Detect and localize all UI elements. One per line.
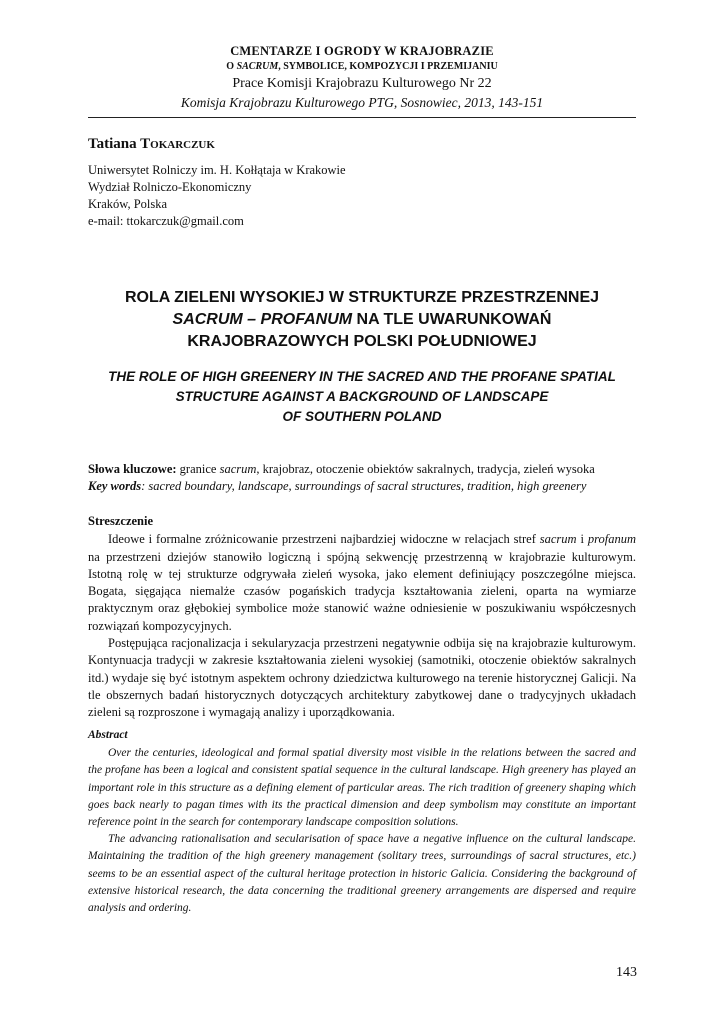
text-run: na przestrzeni dziejów stanowiło logiczną i spójną sekwencję przestrzenną w krajobrazie kulturowym. Istotną rolę w tej strukturze odgrywała zieleń wysoka, jako element definiujący poszczególne miejsca. Bogata, sięgająca niemalże czasów pogańskich tradycja kształtowania zieleni, oparta na wymiarze praktycznym oraz głębokiej symbolice może stanowić ważne odniesienie w poszukiwaniu współczesnych rozwiązań kompozycyjnych.: [88, 549, 636, 633]
keywords-pl-pre: granice: [176, 462, 220, 476]
abstract-heading: Abstract: [88, 729, 128, 741]
author-last-rest: okarczuk: [150, 136, 215, 152]
affiliation-line: Uniwersytet Rolniczy im. H. Kołłątaja w Krakowie: [88, 163, 346, 177]
title-english: [88, 367, 636, 427]
title-pl-rest: NA TLE UWARUNKOWAŃ: [352, 311, 552, 328]
author-name: [88, 136, 215, 153]
header-rule: [88, 117, 636, 118]
subtitle-suffix: , SYMBOLICE, KOMPOZYCJI I PRZEMIJANIU: [278, 61, 498, 72]
journal-volume: Prace Komisji Krajobrazu Kulturowego Nr 22: [232, 76, 492, 91]
keywords-pl-rest: , krajobraz, otoczenie obiektów sakralnych, tradycja, zieleń wysoka: [256, 462, 595, 476]
keywords-block: [88, 461, 636, 495]
streszczenie-paragraph: Postępująca racjonalizacja i sekularyzacja przestrzeni negatywnie odbija się na krajobrazie kulturowym. Kontynuacja tradycji w zakresie kształtowania zieleni wysokiej (samotniki, otoczenie obiektów sakralnych itd.) wydaje się być istotnym aspektem ochrony dziedzictwa kulturowego na terenie historycznej Galicji. Na tle obszernych badań historycznych dotyczących architektury zabytkowej dane o tradycyjnych układach zieleni są rozproszone i wymagają analizy i uporządkowania.: [88, 636, 636, 720]
title-en-line: THE ROLE OF HIGH GREENERY IN THE SACRED AND THE PROFANE SPATIAL: [108, 369, 616, 384]
title-polish: [88, 287, 636, 353]
series-subtitle: [88, 60, 636, 74]
keywords-pl-label: Słowa kluczowe:: [88, 462, 177, 476]
title-en-line: OF SOUTHERN POLAND: [282, 409, 442, 424]
streszczenie-heading: Streszczenie: [88, 514, 154, 528]
text-italic: sacrum: [539, 532, 577, 547]
streszczenie-section: [88, 513, 636, 722]
series-title: CMENTARZE I OGRODY W KRAJOBRAZIE: [230, 44, 494, 58]
text-italic: profanum: [587, 532, 636, 547]
keywords-pl-italic: sacrum: [219, 462, 257, 476]
keywords-en-text: : sacred boundary, landscape, surroundings of sacral structures, tradition, high greenery: [141, 479, 587, 493]
title-en-line: STRUCTURE AGAINST A BACKGROUND OF LANDSCAPE: [175, 389, 549, 404]
title-pl-line: ROLA ZIELENI WYSOKIEJ W STRUKTURZE PRZESTRZENNEJ: [124, 289, 600, 306]
text-run: i: [576, 532, 588, 547]
subtitle-prefix: O: [226, 61, 237, 72]
keywords-polish: [88, 461, 636, 478]
streszczenie-paragraph: [88, 531, 636, 635]
abstract-section: [88, 727, 636, 917]
text-run: Ideowe i formalne zróżnicowanie przestrzeni najbardziej widoczne w relacjach stref: [108, 532, 540, 547]
abstract-paragraph: The advancing rationalisation and secularisation of space have a negative influence on the cultural landscape. Maintaining the tradition of the high greenery management (solitary trees, surroundings of sacral structures, etc.) seems to be an essential aspect of the cultural heritage protection in historic Galicia. Considering the background of extensive historical research, the data concerning the traditional greenery arrangements are dispersed and require analysis and ordering.: [88, 833, 636, 915]
affiliation-line: Kraków, Polska: [88, 197, 168, 211]
author-last-initial: T: [140, 136, 151, 152]
title-pl-line: [88, 309, 636, 331]
affiliation-line: Wydział Rolniczo-Ekonomiczny: [88, 180, 252, 194]
journal-publisher: Komisja Krajobrazu Kulturowego PTG, Sosnowiec, 2013, 143-151: [180, 95, 544, 110]
page-number: 143: [616, 965, 637, 980]
keywords-en-label: Key words: [88, 479, 142, 493]
keywords-english: [88, 478, 636, 495]
affiliation-email: e-mail: ttokarczuk@gmail.com: [88, 214, 244, 228]
journal-header: [88, 42, 636, 112]
author-first: Tatiana: [88, 136, 141, 152]
title-pl-italic: SACRUM – PROFANUM: [172, 311, 353, 328]
abstract-paragraph: Over the centuries, ideological and formal spatial diversity most visible in the relations between the sacred and the profane has been a logical and consistent spatial sequence in the cultural landscape. High greenery has played an important role in this structure as a defining element of particular areas. The rich tradition of greenery shaping which goes back nearly to pagan times with its the practical dimension and deep symbolism may constitute an important reference point in the search for contemporary landscape composition solutions.: [88, 747, 636, 829]
title-pl-line: KRAJOBRAZOWYCH POLSKI POŁUDNIOWEJ: [187, 333, 537, 350]
affiliation: [88, 162, 346, 230]
subtitle-italic: SACRUM: [236, 61, 279, 72]
